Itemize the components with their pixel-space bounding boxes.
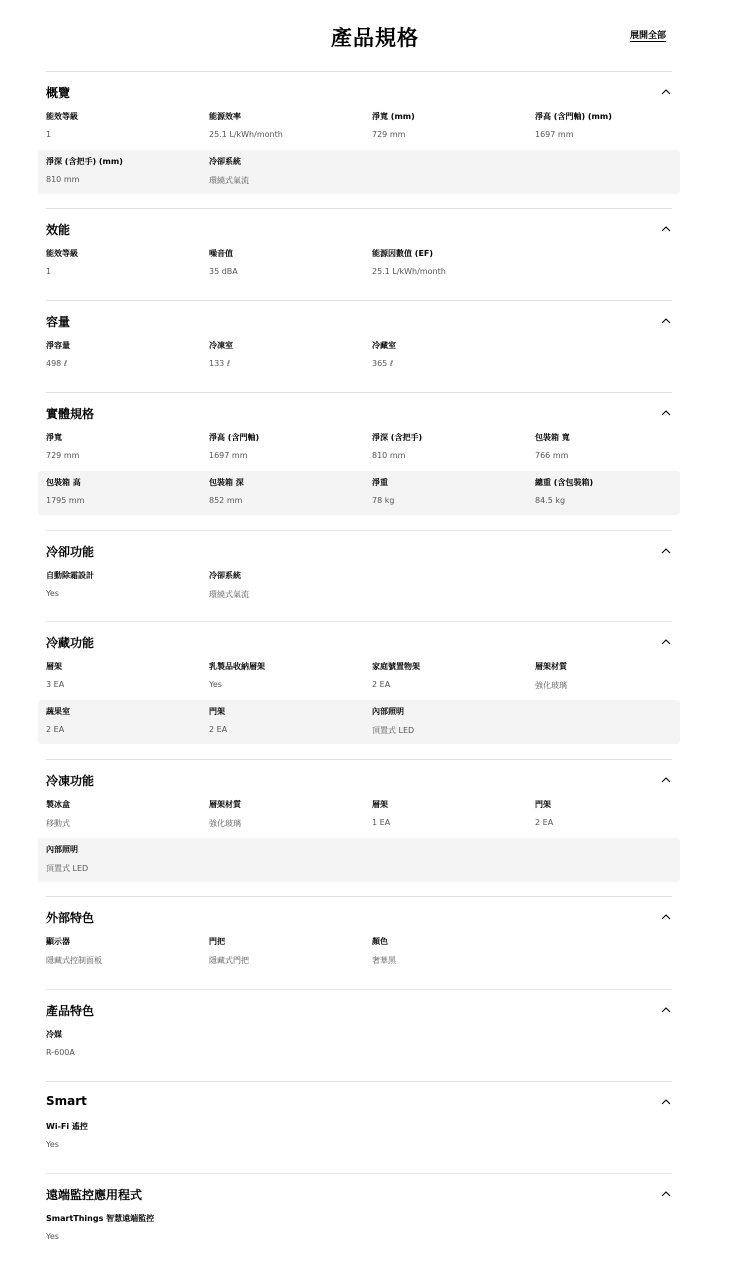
spec-label: 顯示器 xyxy=(46,937,70,946)
spec-item xyxy=(46,706,206,734)
spec-label: 淨寬 (mm) xyxy=(372,112,415,121)
section-divider xyxy=(46,1173,672,1174)
section-divider xyxy=(46,530,672,531)
spec-row xyxy=(38,930,680,974)
section-divider xyxy=(46,1081,672,1082)
spec-value: 2 EA xyxy=(535,818,554,827)
chevron-up-icon[interactable] xyxy=(659,406,673,420)
spec-item xyxy=(46,936,206,966)
section-divider xyxy=(46,392,672,393)
spec-item xyxy=(46,844,206,874)
spec-label: 淨高 (含門軸) (mm) xyxy=(535,112,612,121)
spec-item xyxy=(535,111,695,139)
spec-row xyxy=(38,564,680,608)
chevron-up-icon[interactable] xyxy=(659,910,673,924)
spec-label: 包裝箱 高 xyxy=(46,478,81,487)
spec-item xyxy=(372,706,532,736)
expand-all-link[interactable]: 展開全部 xyxy=(630,31,667,41)
spec-value: 環繞式氣流 xyxy=(209,176,249,185)
spec-value: 1697 mm xyxy=(535,130,574,139)
spec-label: 層架材質 xyxy=(535,662,567,671)
spec-value: 810 mm xyxy=(46,175,80,184)
spec-label: 能效等級 xyxy=(46,112,78,121)
spec-label: 冷凍室 xyxy=(209,341,233,350)
section-divider xyxy=(46,621,672,622)
spec-row xyxy=(38,334,680,378)
spec-label: SmartThings 智慧遠端監控 xyxy=(46,1214,155,1223)
spec-value: 25.1 L/kWh/month xyxy=(209,130,283,139)
spec-row xyxy=(38,426,680,470)
spec-item xyxy=(535,661,695,691)
spec-item xyxy=(372,477,532,505)
spec-item xyxy=(46,1121,206,1149)
spec-label: 總重 (含包裝箱) xyxy=(535,478,594,487)
spec-value: 35 dBA xyxy=(209,267,238,276)
spec-row xyxy=(38,471,680,515)
spec-label: 包裝箱 寬 xyxy=(535,433,570,442)
spec-item xyxy=(209,432,369,460)
spec-section-smart xyxy=(38,1081,680,1166)
spec-label: 門架 xyxy=(535,800,551,809)
spec-value: 環繞式氣流 xyxy=(209,590,249,599)
spec-row xyxy=(38,838,680,882)
spec-value: 強化玻璃 xyxy=(209,819,241,828)
spec-label: 淨容量 xyxy=(46,341,70,350)
spec-item xyxy=(46,477,206,505)
chevron-up-icon[interactable] xyxy=(659,314,673,328)
spec-value: 1 xyxy=(46,130,52,139)
spec-value: 365 ℓ xyxy=(372,359,394,368)
spec-item xyxy=(535,432,695,460)
spec-item xyxy=(372,340,532,368)
section-title[interactable]: Smart xyxy=(46,1094,87,1108)
spec-label: 層架 xyxy=(46,662,62,671)
page-title: 產品規格 xyxy=(331,26,419,50)
spec-item xyxy=(46,1029,206,1057)
spec-item xyxy=(209,156,369,186)
section-title[interactable]: 概覽 xyxy=(46,86,71,100)
spec-value: 810 mm xyxy=(372,451,406,460)
spec-value: 移動式 xyxy=(46,819,70,828)
spec-label: 能源效率 xyxy=(209,112,241,121)
spec-label: 蔬果室 xyxy=(46,707,70,716)
spec-section-dimensions xyxy=(38,392,680,522)
spec-item xyxy=(209,340,369,368)
spec-label: 冷媒 xyxy=(46,1030,62,1039)
chevron-up-icon[interactable] xyxy=(659,1095,673,1109)
spec-section-capacity xyxy=(38,300,680,385)
spec-section-cooling xyxy=(38,530,680,615)
spec-label: 淨深 (含把手) (mm) xyxy=(46,157,123,166)
section-title[interactable]: 容量 xyxy=(46,315,71,329)
spec-label: 家庭號置物架 xyxy=(372,662,420,671)
spec-item xyxy=(46,248,206,276)
section-title[interactable]: 遠端監控應用程式 xyxy=(46,1188,143,1202)
spec-item xyxy=(209,799,369,829)
spec-item xyxy=(209,936,369,966)
spec-item xyxy=(46,340,206,368)
section-title[interactable]: 冷卻功能 xyxy=(46,545,95,559)
spec-value: Yes xyxy=(46,589,59,598)
chevron-up-icon[interactable] xyxy=(659,1003,673,1017)
spec-label: 能效等級 xyxy=(46,249,78,258)
spec-label: 層架材質 xyxy=(209,800,241,809)
spec-value: Yes xyxy=(46,1232,59,1241)
spec-value: R-600A xyxy=(46,1048,75,1057)
spec-label: 包裝箱 深 xyxy=(209,478,244,487)
spec-row xyxy=(38,242,680,286)
spec-value: 強化玻璃 xyxy=(535,681,567,690)
spec-item xyxy=(535,477,695,505)
spec-item xyxy=(372,936,532,966)
spec-label: 內部照明 xyxy=(46,845,78,854)
spec-label: 門架 xyxy=(209,707,225,716)
section-divider xyxy=(46,759,672,760)
spec-label: 冷藏室 xyxy=(372,341,396,350)
spec-item xyxy=(46,661,206,689)
spec-item xyxy=(46,799,206,829)
spec-item xyxy=(372,111,532,139)
spec-value: 729 mm xyxy=(372,130,406,139)
spec-label: 門把 xyxy=(209,937,225,946)
chevron-up-icon[interactable] xyxy=(659,773,673,787)
spec-item xyxy=(46,432,206,460)
chevron-up-icon[interactable] xyxy=(659,85,673,99)
chevron-up-icon[interactable] xyxy=(659,635,673,649)
spec-value: 84.5 kg xyxy=(535,496,566,505)
section-title[interactable]: 冷凍功能 xyxy=(46,774,95,788)
section-title[interactable]: 實體規格 xyxy=(46,407,95,421)
section-divider xyxy=(46,989,672,990)
spec-label: Wi-Fi 遙控 xyxy=(46,1122,88,1131)
spec-label: 自動除霜設計 xyxy=(46,571,94,580)
spec-row xyxy=(38,1023,680,1067)
spec-value: 25.1 L/kWh/month xyxy=(372,267,446,276)
spec-value: Yes xyxy=(46,1140,59,1149)
spec-section-freezer xyxy=(38,759,680,889)
spec-item xyxy=(209,570,369,600)
spec-value: 1 EA xyxy=(372,818,391,827)
spec-value: 133 ℓ xyxy=(209,359,231,368)
spec-section-exterior xyxy=(38,896,680,981)
spec-item xyxy=(209,248,369,276)
spec-item xyxy=(46,1213,206,1241)
spec-value: 頂置式 LED xyxy=(46,864,89,873)
spec-section-overview xyxy=(38,71,680,201)
spec-item xyxy=(209,706,369,734)
spec-section-refrigerator xyxy=(38,621,680,751)
section-title[interactable]: 冷藏功能 xyxy=(46,636,95,650)
spec-label: 淨寬 xyxy=(46,433,62,442)
spec-value: 2 EA xyxy=(372,680,391,689)
section-title[interactable]: 外部特色 xyxy=(46,911,95,925)
spec-value: 852 mm xyxy=(209,496,243,505)
spec-label: 能源因數值 (EF) xyxy=(372,249,434,258)
spec-value: 1 xyxy=(46,267,52,276)
spec-item xyxy=(46,111,206,139)
spec-section-remote-app xyxy=(38,1173,680,1258)
spec-label: 噪音值 xyxy=(209,249,233,258)
spec-value: 2 EA xyxy=(46,725,65,734)
section-divider xyxy=(46,300,672,301)
spec-value: 3 EA xyxy=(46,680,65,689)
spec-row xyxy=(38,105,680,149)
spec-row xyxy=(38,793,680,837)
spec-label: 淨深 (含把手) xyxy=(372,433,423,442)
section-title[interactable]: 產品特色 xyxy=(46,1004,95,1018)
spec-item xyxy=(535,799,695,827)
spec-value: 1697 mm xyxy=(209,451,248,460)
spec-item xyxy=(209,661,369,689)
spec-item xyxy=(372,799,532,827)
spec-value: 729 mm xyxy=(46,451,80,460)
spec-label: 冷卻系統 xyxy=(209,157,241,166)
section-divider xyxy=(46,896,672,897)
spec-item xyxy=(372,661,532,689)
spec-value: 隱藏式控制面板 xyxy=(46,956,102,965)
spec-value: 498 ℓ xyxy=(46,359,68,368)
spec-value: 1795 mm xyxy=(46,496,85,505)
spec-row xyxy=(38,1207,680,1251)
spec-item xyxy=(372,432,532,460)
spec-row xyxy=(38,700,680,744)
spec-label: 層架 xyxy=(372,800,388,809)
section-title[interactable]: 效能 xyxy=(46,223,71,237)
section-divider xyxy=(46,71,672,72)
spec-section-performance xyxy=(38,208,680,293)
section-divider xyxy=(46,208,672,209)
spec-label: 乳製品收納層架 xyxy=(209,662,265,671)
chevron-up-icon[interactable] xyxy=(659,222,673,236)
spec-label: 淨高 (含門軸) xyxy=(209,433,260,442)
spec-value: Yes xyxy=(209,680,222,689)
spec-label: 顏色 xyxy=(372,937,388,946)
spec-value: 78 kg xyxy=(372,496,395,505)
spec-value: 頂置式 LED xyxy=(372,726,415,735)
spec-label: 冷卻系統 xyxy=(209,571,241,580)
spec-label: 內部照明 xyxy=(372,707,404,716)
spec-item xyxy=(46,570,206,598)
chevron-up-icon[interactable] xyxy=(659,1187,673,1201)
spec-value: 隱藏式門把 xyxy=(209,956,249,965)
spec-row xyxy=(38,1115,680,1159)
spec-item xyxy=(209,477,369,505)
chevron-up-icon[interactable] xyxy=(659,544,673,558)
spec-row xyxy=(38,655,680,699)
spec-value: 2 EA xyxy=(209,725,228,734)
spec-item xyxy=(46,156,206,184)
spec-section-features xyxy=(38,989,680,1074)
spec-row xyxy=(38,150,680,194)
spec-label: 淨重 xyxy=(372,478,388,487)
spec-item xyxy=(372,248,532,276)
spec-value: 奢華黑 xyxy=(372,956,396,965)
spec-value: 766 mm xyxy=(535,451,569,460)
spec-label: 製冰盒 xyxy=(46,800,70,809)
spec-item xyxy=(209,111,369,139)
